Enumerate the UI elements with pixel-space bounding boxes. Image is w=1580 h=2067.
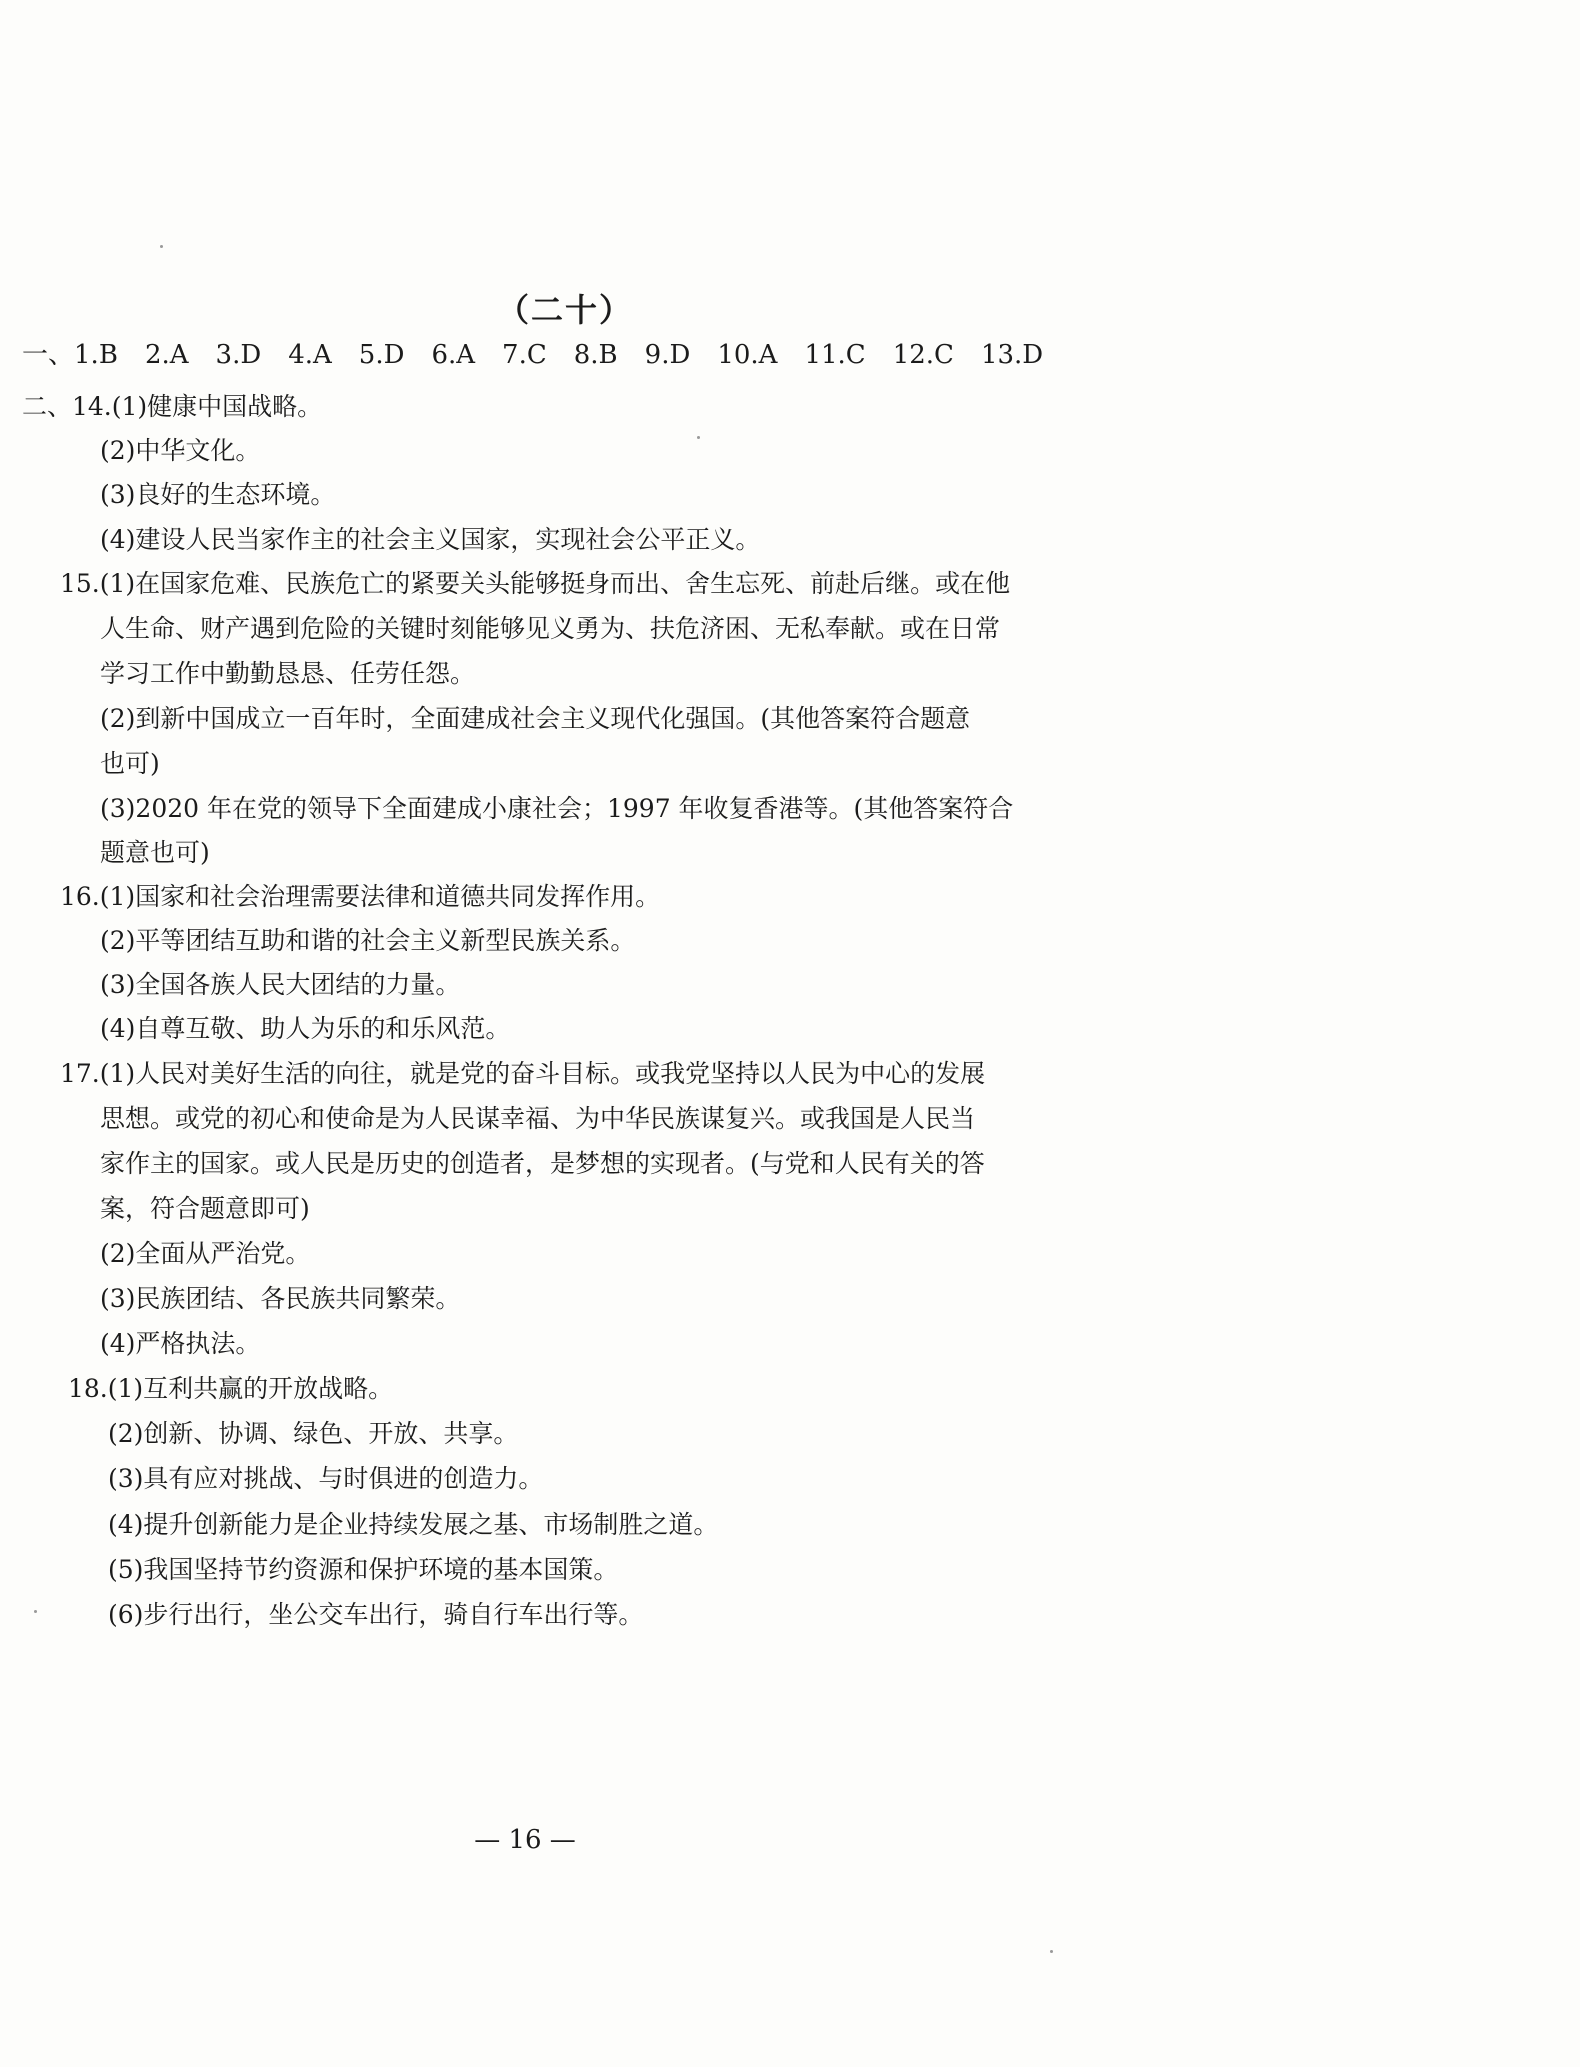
mc-answer-6: 6.A <box>431 340 476 370</box>
answer-line: (2)创新、协调、绿色、开放、共享。 <box>108 1419 519 1448</box>
mc-answer-4: 4.A <box>288 340 332 370</box>
answer-line: 17.(1)人民对美好生活的向往，就是党的奋斗目标。或我党坚持以人民为中心的发展 <box>60 1059 986 1088</box>
answer-line: 题意也可) <box>100 838 210 867</box>
answer-line: 案，符合题意即可) <box>100 1194 310 1223</box>
mc-answer-12: 12.C <box>892 340 954 370</box>
answer-line: (4)严格执法。 <box>100 1329 261 1358</box>
mc-answer-3: 3.D <box>215 340 262 370</box>
answer-line: (2)全面从严治党。 <box>100 1239 311 1268</box>
scan-speck <box>160 245 163 248</box>
scan-speck <box>34 1610 37 1613</box>
mc-answer-2: 2.A <box>144 340 189 370</box>
answer-line: (2)到新中国成立一百年时，全面建成社会主义现代化强国。(其他答案符合题意 <box>100 704 971 733</box>
answer-line: 学习工作中勤勤恳恳、任劳任怨。 <box>100 659 476 688</box>
section-title: （二十） <box>496 291 633 329</box>
scan-speck <box>1050 1950 1053 1953</box>
mc-answer-9: 9.D <box>644 340 691 370</box>
answer-line: 15.(1)在国家危难、民族危亡的紧要关头能够挺身而出、舍生忘死、前赴后继。或在他 <box>60 569 1011 598</box>
mc-answer-13: 13.D <box>980 340 1044 370</box>
answer-line: 18.(1)互利共赢的开放战略。 <box>68 1374 394 1403</box>
mc-answer-10: 10.A <box>717 340 778 370</box>
answer-line: (3)具有应对挑战、与时俱进的创造力。 <box>108 1464 544 1493</box>
answer-line: (4)建设人民当家作主的社会主义国家，实现社会公平正义。 <box>100 525 761 554</box>
mc-answer-7: 7.C <box>502 340 547 370</box>
answer-line: (4)提升创新能力是企业持续发展之基、市场制胜之道。 <box>108 1510 719 1539</box>
page-number: — 16 — <box>474 1825 576 1855</box>
answer-line: 人生命、财产遇到危险的关键时刻能够见义勇为、扶危济困、无私奉献。或在日常 <box>100 614 1001 643</box>
answer-line: (2)平等团结互助和谐的社会主义新型民族关系。 <box>100 926 636 955</box>
answer-line: 也可) <box>100 749 160 778</box>
answer-line: (3)良好的生态环境。 <box>100 480 336 509</box>
multiple-choice-answers <box>22 340 1070 370</box>
answer-line: 二、14.(1)健康中国战略。 <box>22 392 323 421</box>
answer-line: (2)中华文化。 <box>100 436 261 465</box>
mc-prefix: 一、 <box>22 340 75 370</box>
answer-line: (6)步行出行，坐公交车出行，骑自行车出行等。 <box>108 1600 644 1629</box>
answer-line: (3)2020 年在党的领导下全面建成小康社会；1997 年收复香港等。(其他答案符合 <box>100 794 1014 823</box>
answer-line: (4)自尊互敬、助人为乐的和乐风范。 <box>100 1014 511 1043</box>
answer-line: 16.(1)国家和社会治理需要法律和道德共同发挥作用。 <box>60 882 661 911</box>
answer-line: (3)全国各族人民大团结的力量。 <box>100 970 461 999</box>
mc-answer-5: 5.D <box>358 340 405 370</box>
answer-line: 家作主的国家。或人民是历史的创造者，是梦想的实现者。(与党和人民有关的答 <box>100 1149 985 1178</box>
mc-answer-11: 11.C <box>804 340 866 370</box>
mc-answer-1: 1.B <box>74 340 118 370</box>
scan-speck <box>697 436 700 439</box>
answer-line: (3)民族团结、各民族共同繁荣。 <box>100 1284 461 1313</box>
mc-answer-8: 8.B <box>573 340 618 370</box>
answer-line: (5)我国坚持节约资源和保护环境的基本国策。 <box>108 1555 619 1584</box>
answer-line: 思想。或党的初心和使命是为人民谋幸福、为中华民族谋复兴。或我国是人民当 <box>100 1104 976 1133</box>
